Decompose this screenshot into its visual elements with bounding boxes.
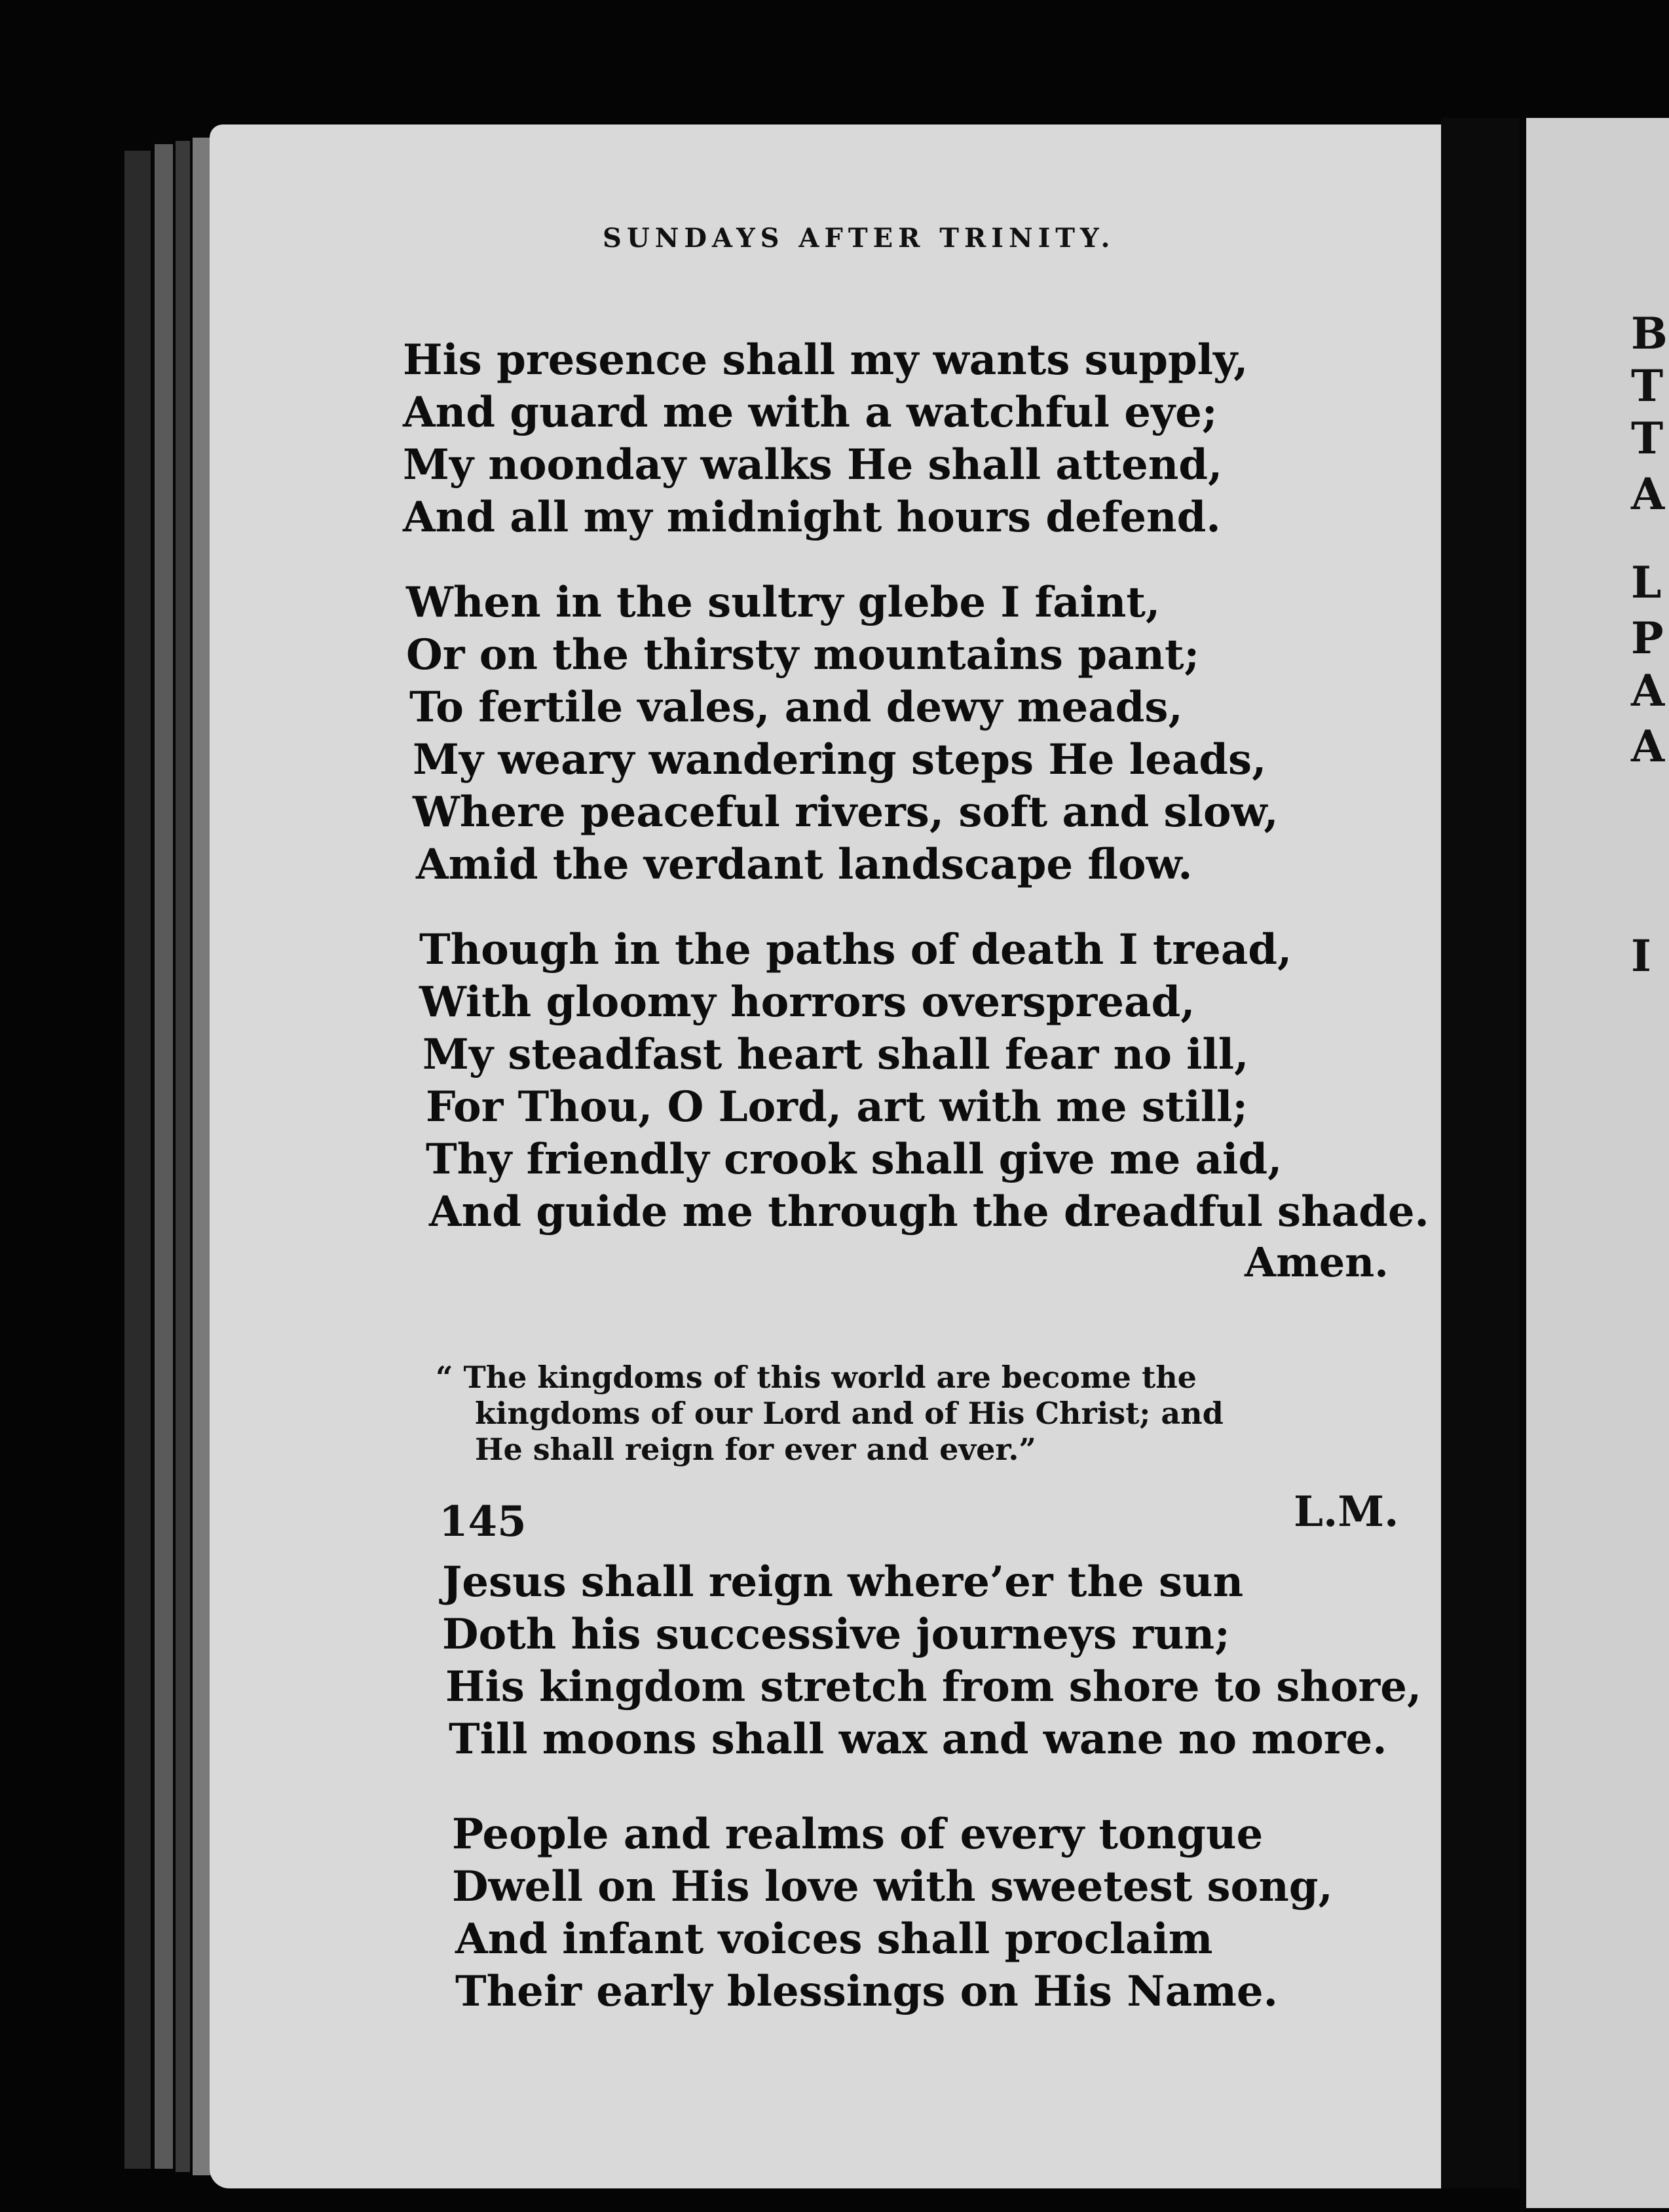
verse-line: When in the sultry glebe I faint, (406, 578, 1161, 627)
verse-line: And guard me with a watchful eye; (403, 388, 1218, 437)
facing-page-letter: L (1631, 557, 1662, 608)
verse-line: For Thou, O Lord, art with me still; (426, 1082, 1248, 1132)
verse-line: Till moons shall wax and wane no more. (449, 1715, 1387, 1764)
verse-line: And all my midnight hours defend. (403, 493, 1221, 542)
facing-page-letter: I (1631, 930, 1651, 982)
facing-page-letter: A (1631, 665, 1665, 716)
verse-line: My steadfast heart shall fear no ill, (422, 1030, 1249, 1079)
hymn-meter: L.M. (1294, 1487, 1399, 1536)
verse-line: Where peaceful rivers, soft and slow, (413, 788, 1279, 837)
verse-line: And infant voices shall proclaim (455, 1915, 1213, 1964)
facing-page-letter: T (1631, 360, 1664, 411)
gutter-shadow (1441, 118, 1520, 2188)
epigraph-line: He shall reign for ever and ever.” (475, 1432, 1036, 1467)
verse-line: Or on the thirsty mountains pant; (406, 630, 1200, 679)
book-edge (176, 141, 190, 2172)
facing-page-letter: A (1631, 468, 1665, 520)
verse-line: Dwell on His love with sweetest song, (452, 1862, 1333, 1911)
hymn-number: 145 (439, 1497, 527, 1546)
facing-page-letter: B (1631, 308, 1668, 359)
running-header: SUNDAYS AFTER TRINITY. (603, 223, 1116, 254)
epigraph-line: kingdoms of our Lord and of His Christ; and (475, 1396, 1224, 1431)
verse-line: Thy friendly crook shall give me aid, (426, 1135, 1283, 1184)
verse-line: Amid the verdant landscape flow. (416, 840, 1193, 889)
verse-line: My weary wandering steps He leads, (413, 735, 1267, 784)
book-edge (124, 151, 151, 2169)
verse-line: Doth his successive journeys run; (442, 1610, 1230, 1659)
epigraph-line: “ The kingdoms of this world are become the (436, 1360, 1197, 1395)
verse-line: His kingdom stretch from shore to shore, (445, 1662, 1422, 1711)
verse-line: Their early blessings on His Name. (455, 1967, 1278, 2016)
book-edge (155, 144, 173, 2169)
verse-line: And guide me through the dreadful shade. (429, 1187, 1429, 1236)
facing-page-letter: T (1631, 413, 1664, 464)
facing-page-letter: P (1631, 613, 1664, 664)
verse-line: With gloomy horrors overspread, (419, 978, 1195, 1027)
verse-line: His presence shall my wants supply, (403, 335, 1248, 385)
verse-line: To fertile vales, and dewy meads, (409, 683, 1183, 732)
facing-page-letter: A (1631, 721, 1665, 772)
verse-line: People and realms of every tongue (452, 1810, 1264, 1859)
verse-line: Though in the paths of death I tread, (419, 925, 1292, 974)
amen: Amen. (1245, 1238, 1389, 1286)
verse-line: My noonday walks He shall attend, (403, 440, 1223, 489)
verse-line: Jesus shall reign where’er the sun (442, 1557, 1244, 1607)
